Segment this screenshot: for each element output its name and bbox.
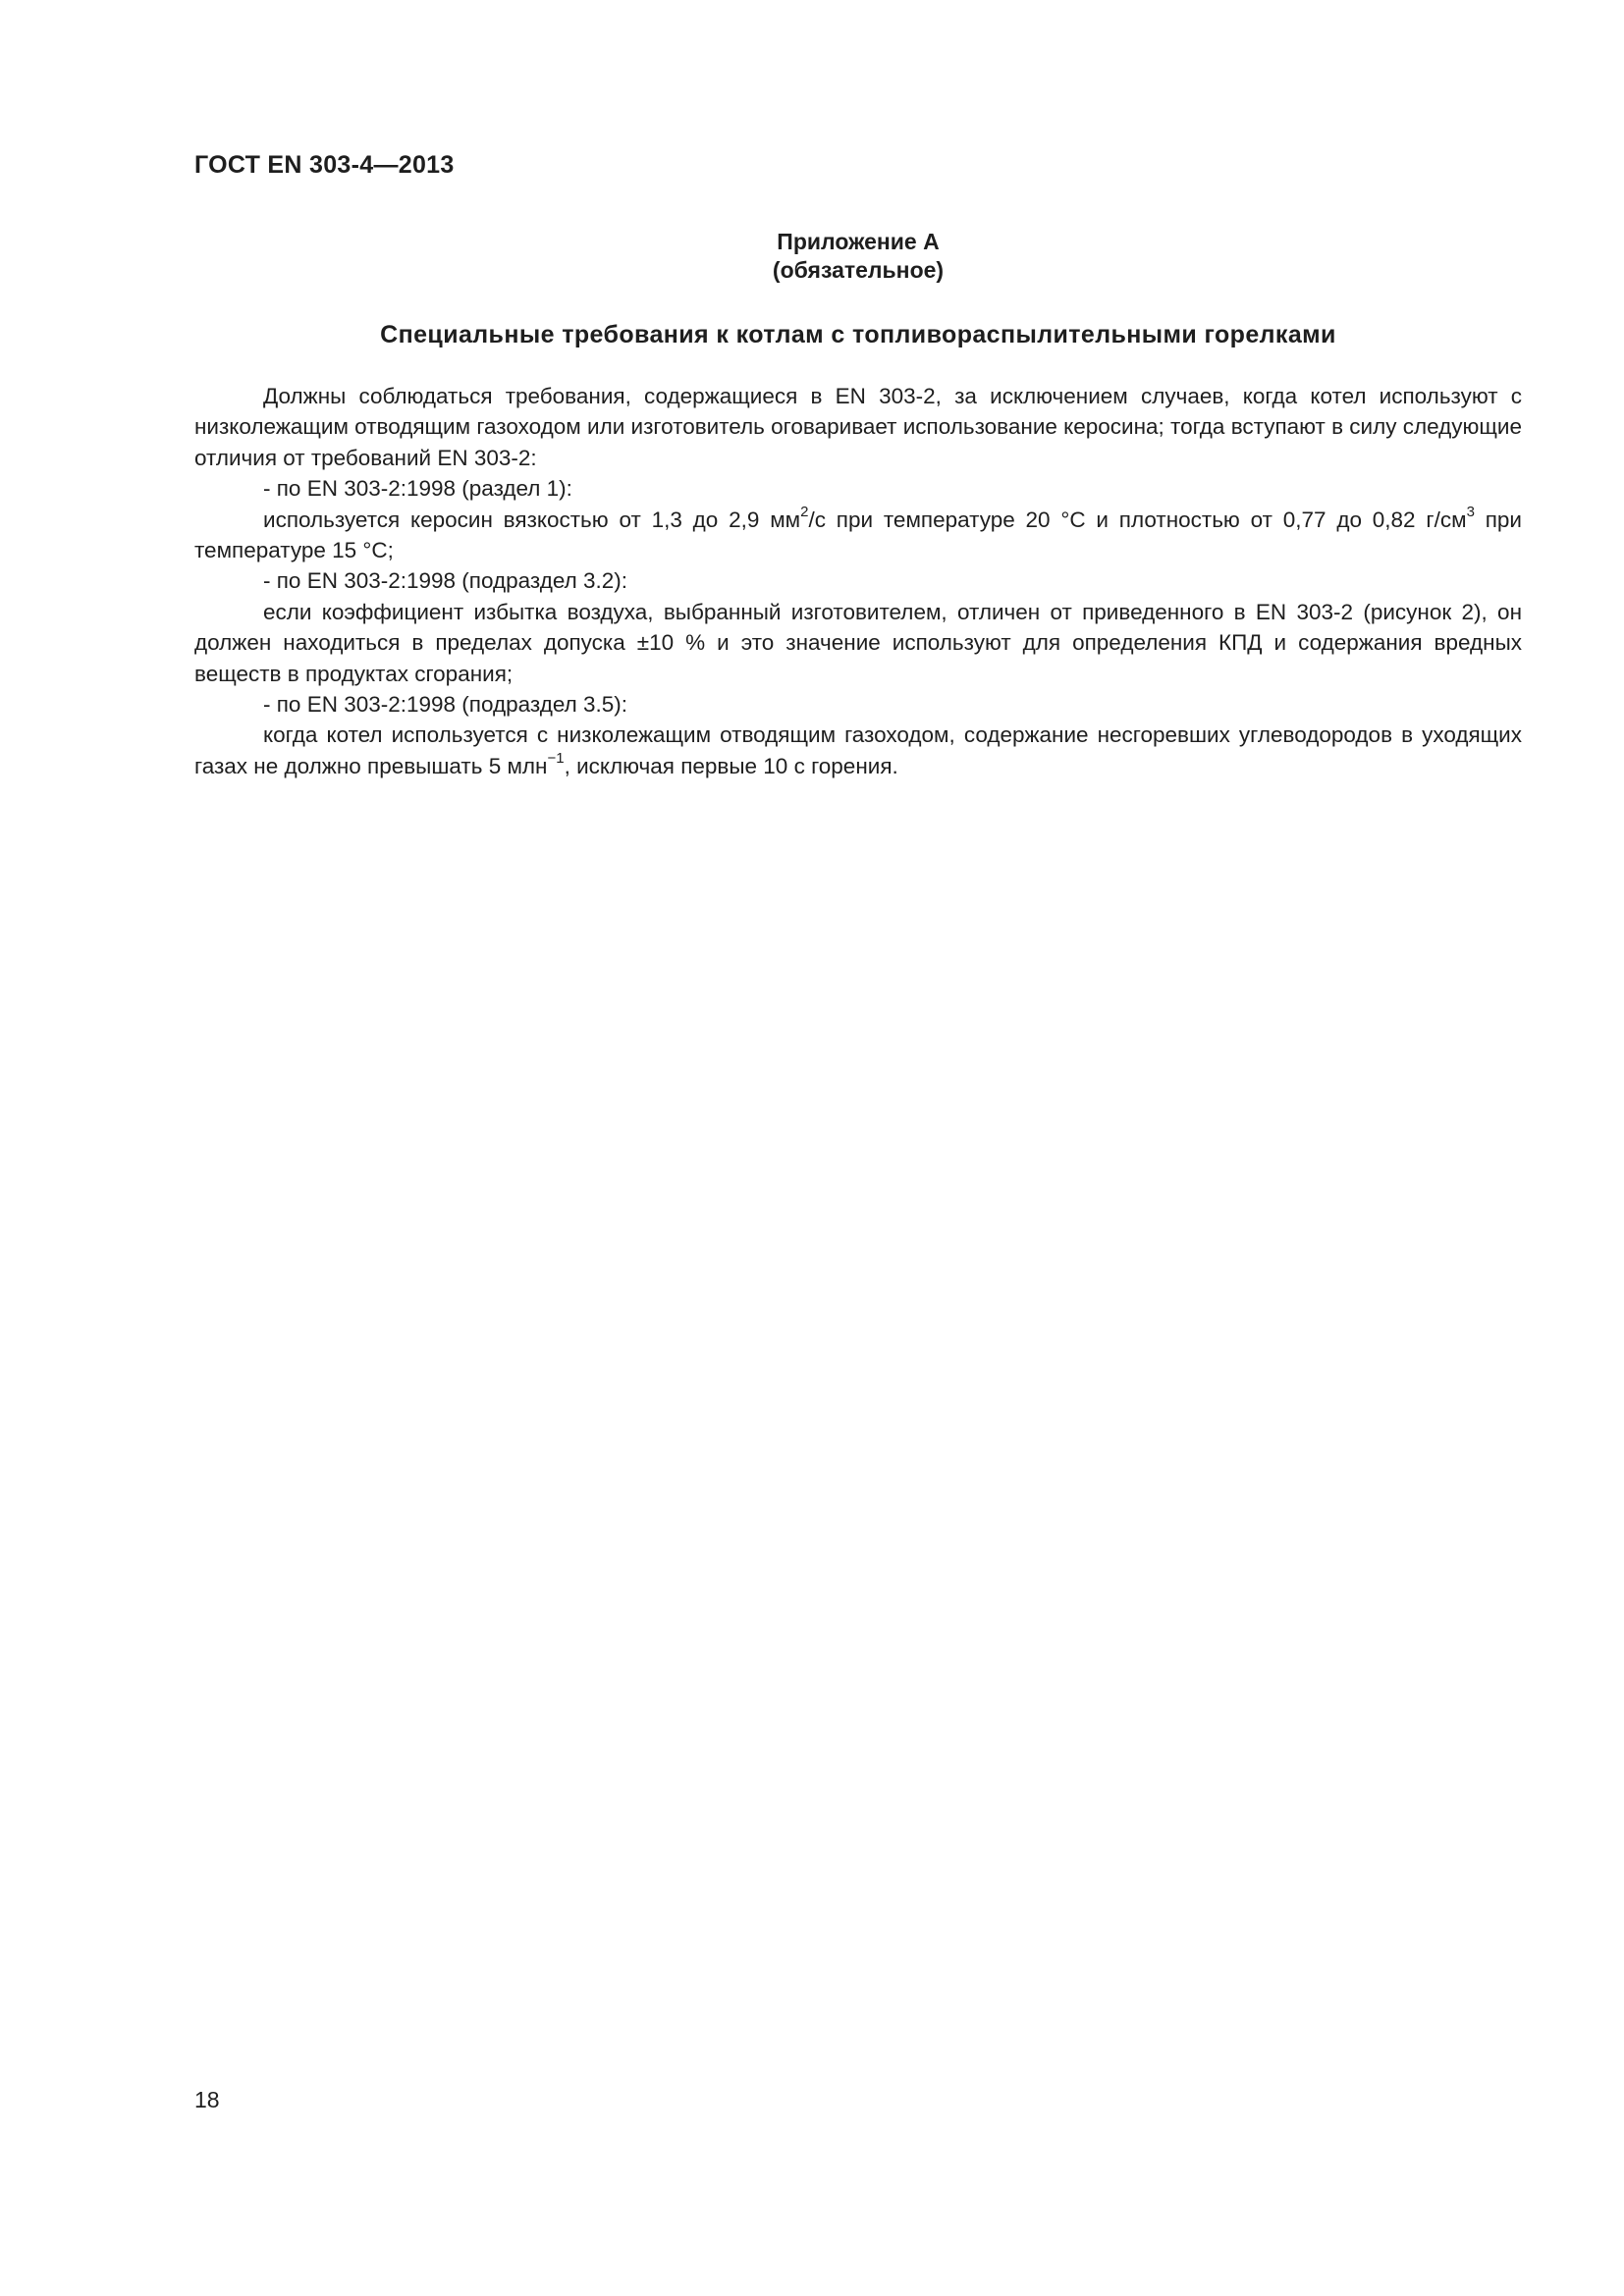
item3-text-a: когда котел используется с низколежащим отводящим газоходом, содержание несгоревших углеводородов в уходящих газах не должно превышать 5 млн	[194, 722, 1522, 778]
annex-title: Приложение А	[777, 229, 940, 254]
item3-reference: - по EN 303-2:1998 (подраздел 3.5):	[263, 692, 628, 718]
section-title: Специальные требования к котлам с топливораспылительными горелками	[380, 321, 1336, 348]
annex-heading	[194, 228, 1522, 285]
item1-text-b: /с при температуре 20 °С и плотностью от 0,77 до 0,82 г/см	[808, 507, 1467, 532]
item1-text-a: используется керосин вязкостью от 1,3 до 2,9 мм	[263, 507, 801, 532]
body-text	[194, 381, 1522, 781]
annex-status: (обязательное)	[772, 257, 945, 283]
page-number: 18	[194, 2087, 220, 2112]
item3-superscript: −1	[547, 750, 565, 768]
item1-superscript-b: 3	[1466, 504, 1475, 521]
item1-text-c: при температуре 15 °С;	[194, 507, 1522, 563]
item2-reference: - по EN 303-2:1998 (подраздел 3.2):	[263, 568, 628, 594]
item2-paragraph: если коэффициент избытка воздуха, выбранный изготовителем, отличен от приведенного в EN 303-2 (рисунок 2), он должен находиться в пределах допуска ±10 % и это значение используют для определения КПД и содержания вредных веществ в продуктах сгорания;	[194, 599, 1522, 686]
item3-text-b: , исключая первые 10 с горения.	[564, 753, 898, 778]
document-code-header: ГОСТ EN 303-4—2013	[194, 151, 455, 179]
item1-paragraph	[194, 505, 1522, 566]
item1-superscript-a: 2	[800, 504, 809, 521]
item3-paragraph	[194, 720, 1522, 781]
item1-reference: - по EN 303-2:1998 (раздел 1):	[263, 476, 572, 502]
intro-paragraph: Должны соблюдаться требования, содержащиеся в EN 303-2, за исключением случаев, когда котел используют с низколежащим отводящим газоходом или изготовитель оговаривает использование керосина; тогда вступают в силу следующие отличия от требований EN 303-2:	[194, 384, 1522, 470]
